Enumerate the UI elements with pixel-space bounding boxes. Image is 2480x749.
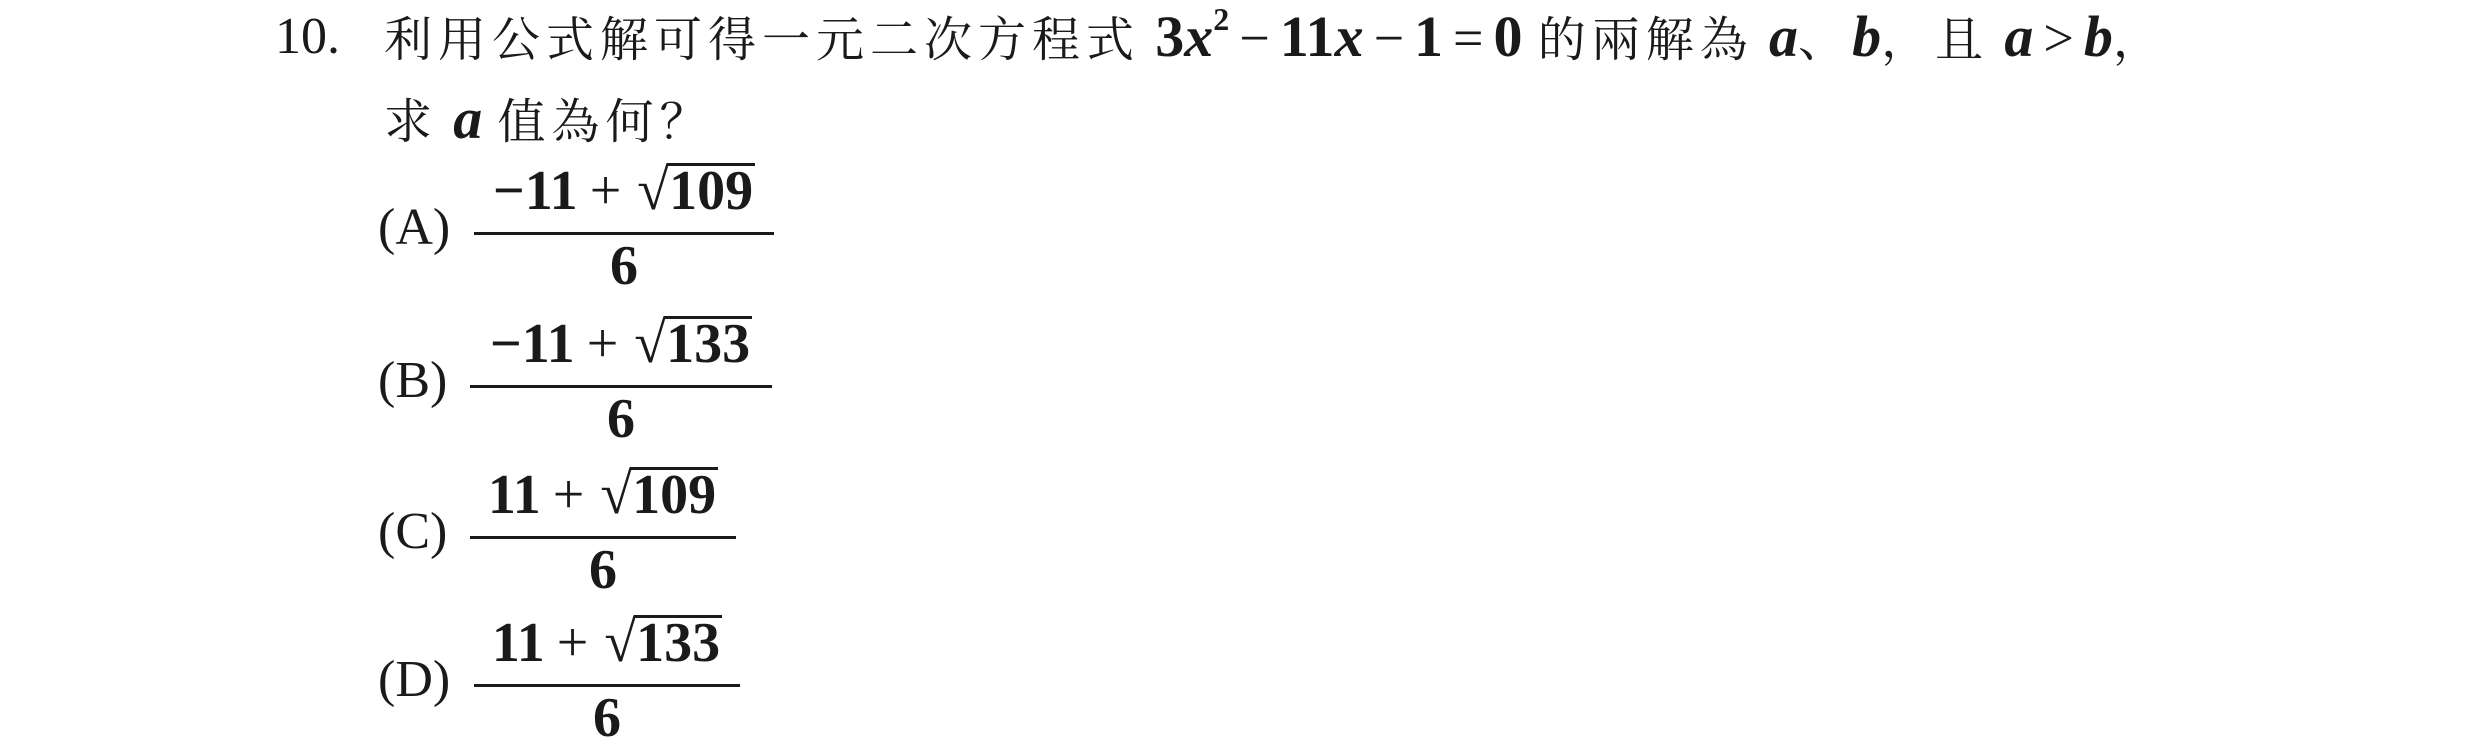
option-c-radicand: 109 <box>632 464 717 526</box>
equation-coef-a: 3 <box>1155 4 1185 69</box>
equation-minus-2: − <box>1373 8 1405 68</box>
option-c-fraction <box>470 461 736 601</box>
option-b-lead: −11 <box>489 313 575 375</box>
compare-a: a <box>2004 4 2034 69</box>
square-root-icon: √ <box>634 310 667 375</box>
option-d-numerator <box>474 609 740 674</box>
question-line-1 <box>384 1 2161 71</box>
ask-prefix: 求 <box>384 94 439 150</box>
question-number: 10. <box>275 8 340 65</box>
square-root-icon: √ <box>637 157 670 222</box>
ask-suffix: 值為何？ <box>497 94 714 150</box>
option-a-plus: + <box>589 160 622 222</box>
greater-than: > <box>2043 8 2074 68</box>
equation-rhs: 0 <box>1493 4 1523 69</box>
option-b-label: (B) <box>378 352 448 409</box>
equation-variable-2: x <box>1334 4 1364 69</box>
root-separator: 、 <box>1798 12 1853 68</box>
option-b[interactable] <box>378 310 798 450</box>
option-a-sqrt <box>633 157 755 222</box>
option-b-radicand: 133 <box>666 313 751 375</box>
option-a[interactable] <box>378 157 798 297</box>
option-a-radicand: 109 <box>669 160 754 222</box>
option-c-denominator: 6 <box>589 539 617 601</box>
option-b-plus: + <box>586 313 619 375</box>
root-b: b <box>1852 4 1882 69</box>
option-c-numerator <box>470 461 736 526</box>
option-a-fraction <box>474 157 774 297</box>
option-b-denominator: 6 <box>607 388 635 450</box>
ask-variable: a <box>453 86 483 151</box>
trailing-comma: ， <box>2112 12 2161 68</box>
option-d-lead: 11 <box>491 612 545 674</box>
equation-equals: = <box>1453 8 1484 68</box>
option-c-sqrt <box>596 461 718 526</box>
option-c-plus: + <box>552 464 585 526</box>
quadratic-equation <box>1155 1 1523 69</box>
option-d-label: (D) <box>378 651 451 708</box>
option-c[interactable] <box>378 461 798 601</box>
option-d-sqrt <box>600 609 722 674</box>
option-c-label: (C) <box>378 503 448 560</box>
option-a-numerator <box>474 157 774 222</box>
equation-exponent: 2 <box>1213 1 1230 37</box>
roots-text: 的兩解為 <box>1537 12 1754 68</box>
option-a-denominator: 6 <box>610 235 638 297</box>
option-b-sqrt <box>630 310 752 375</box>
option-d-fraction <box>474 609 740 749</box>
compare-b: b <box>2083 4 2113 69</box>
option-d-radicand: 133 <box>636 612 721 674</box>
equation-constant: 1 <box>1414 4 1444 69</box>
question-intro-text: 利用公式解可得一元二次方程式 <box>384 12 1141 68</box>
equation-variable: x <box>1184 4 1214 69</box>
square-root-icon: √ <box>600 461 633 526</box>
root-a: a <box>1769 4 1799 69</box>
option-d-plus: + <box>556 612 589 674</box>
question-line-2 <box>384 88 714 153</box>
square-root-icon: √ <box>604 609 637 674</box>
option-d-denominator: 6 <box>593 687 621 749</box>
option-a-label: (A) <box>378 199 451 256</box>
option-a-lead: −11 <box>492 160 578 222</box>
option-c-lead: 11 <box>487 464 541 526</box>
equation-coef-b: 11 <box>1279 4 1335 69</box>
option-d[interactable] <box>378 609 798 749</box>
and-text: ，且 <box>1881 12 1990 68</box>
option-b-fraction <box>470 310 772 450</box>
equation-minus-1: − <box>1239 8 1270 68</box>
option-b-numerator <box>470 310 772 375</box>
